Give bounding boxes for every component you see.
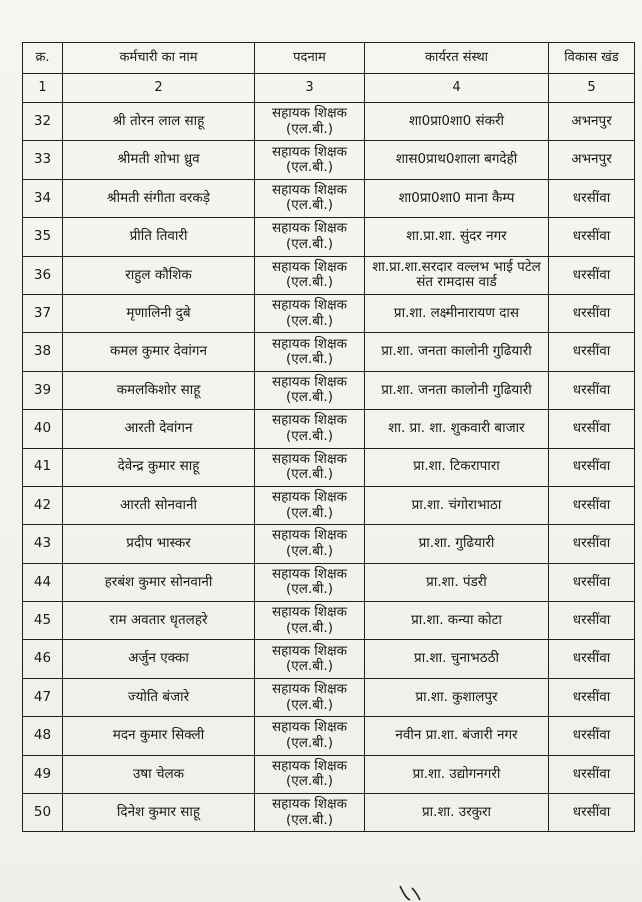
designation-cell bbox=[255, 256, 365, 294]
serial-cell: 49 bbox=[23, 755, 63, 793]
name-cell: उषा चेलक bbox=[63, 755, 255, 793]
column-number: 2 bbox=[63, 74, 255, 103]
name-cell: श्रीमती संगीता वरकड़े bbox=[63, 179, 255, 217]
column-number: 4 bbox=[365, 74, 549, 103]
designation-title: सहायक शिक्षक bbox=[271, 450, 347, 467]
name-cell: मृणालिनी दुबे bbox=[63, 294, 255, 332]
table-row bbox=[23, 794, 635, 832]
designation-title: सहायक शिक्षक bbox=[271, 220, 347, 237]
name-cell: श्री तोरन लाल साहू bbox=[63, 103, 255, 141]
designation-title: सहायक शिक्षक bbox=[271, 258, 347, 275]
designation-cell bbox=[255, 333, 365, 371]
name-cell: दिनेश कुमार साहू bbox=[63, 794, 255, 832]
block-cell: धरसींवा bbox=[549, 371, 635, 409]
serial-cell: 46 bbox=[23, 640, 63, 678]
name-cell: देवेन्द्र कुमार साहू bbox=[63, 448, 255, 486]
institution-cell: प्रा.शा. लक्ष्मीनारायण दास bbox=[365, 294, 549, 332]
table-row bbox=[23, 294, 635, 332]
designation-title: सहायक शिक्षक bbox=[271, 181, 347, 198]
serial-cell: 36 bbox=[23, 256, 63, 294]
designation-suffix: (एल.बी.) bbox=[286, 696, 333, 713]
table-row bbox=[23, 525, 635, 563]
serial-cell: 42 bbox=[23, 486, 63, 524]
designation-cell bbox=[255, 717, 365, 755]
table-body bbox=[23, 103, 635, 832]
institution-cell: शा.प्रा.शा.सरदार वल्लभ भाई पटेल संत रामदास वार्ड bbox=[365, 256, 549, 294]
designation-suffix: (एल.बी.) bbox=[286, 811, 333, 828]
block-cell: धरसींवा bbox=[549, 678, 635, 716]
designation-title: सहायक शिक्षक bbox=[271, 143, 347, 160]
name-cell: आरती देवांगन bbox=[63, 410, 255, 448]
name-cell: श्रीमती शोभा ध्रुव bbox=[63, 141, 255, 179]
serial-cell: 50 bbox=[23, 794, 63, 832]
table-row bbox=[23, 141, 635, 179]
institution-cell: प्रा.शा. गुढियारी bbox=[365, 525, 549, 563]
designation-suffix: (एल.बी.) bbox=[286, 466, 333, 483]
designation-suffix: (एल.बी.) bbox=[286, 351, 333, 368]
table-row bbox=[23, 218, 635, 256]
designation-title: सहायक शिक्षक bbox=[271, 489, 347, 506]
designation-suffix: (एल.बी.) bbox=[286, 120, 333, 137]
designation-cell bbox=[255, 179, 365, 217]
designation-suffix: (एल.बी.) bbox=[286, 427, 333, 444]
block-cell: धरसींवा bbox=[549, 640, 635, 678]
table-row bbox=[23, 333, 635, 371]
designation-title: सहायक शिक्षक bbox=[271, 105, 347, 122]
table-row bbox=[23, 486, 635, 524]
name-cell: मदन कुमार सिक्ली bbox=[63, 717, 255, 755]
institution-cell: नवीन प्रा.शा. बंजारी नगर bbox=[365, 717, 549, 755]
table-row bbox=[23, 103, 635, 141]
designation-suffix: (एल.बी.) bbox=[286, 581, 333, 598]
institution-cell: शा0प्रा0शा0 माना कैम्प bbox=[365, 179, 549, 217]
institution-cell: प्रा.शा. कुशालपुर bbox=[365, 678, 549, 716]
designation-title: सहायक शिक्षक bbox=[271, 642, 347, 659]
table-row bbox=[23, 717, 635, 755]
block-cell: धरसींवा bbox=[549, 333, 635, 371]
header-designation: पदनाम bbox=[255, 43, 365, 74]
designation-cell bbox=[255, 448, 365, 486]
institution-cell: प्रा.शा. जनता कालोनी गुढियारी bbox=[365, 371, 549, 409]
staff-table bbox=[22, 42, 635, 832]
designation-suffix: (एल.बी.) bbox=[286, 274, 333, 291]
column-number: 5 bbox=[549, 74, 635, 103]
designation-title: सहायक शिक्षक bbox=[271, 681, 347, 698]
table-row bbox=[23, 179, 635, 217]
designation-suffix: (एल.बी.) bbox=[286, 312, 333, 329]
serial-cell: 39 bbox=[23, 371, 63, 409]
serial-cell: 37 bbox=[23, 294, 63, 332]
name-cell: ज्योति बंजारे bbox=[63, 678, 255, 716]
signature-mark bbox=[398, 884, 438, 902]
designation-cell bbox=[255, 640, 365, 678]
block-cell: धरसींवा bbox=[549, 294, 635, 332]
name-cell: कमलकिशोर साहू bbox=[63, 371, 255, 409]
block-cell: धरसींवा bbox=[549, 256, 635, 294]
table-row bbox=[23, 448, 635, 486]
name-cell: कमल कुमार देवांगन bbox=[63, 333, 255, 371]
designation-cell bbox=[255, 794, 365, 832]
name-cell: प्रीति तिवारी bbox=[63, 218, 255, 256]
designation-cell bbox=[255, 294, 365, 332]
serial-cell: 47 bbox=[23, 678, 63, 716]
institution-cell: प्रा.शा. उरकुरा bbox=[365, 794, 549, 832]
header-institution: कार्यरत संस्था bbox=[365, 43, 549, 74]
designation-suffix: (एल.बी.) bbox=[286, 389, 333, 406]
serial-cell: 48 bbox=[23, 717, 63, 755]
designation-cell bbox=[255, 563, 365, 601]
header-block: विकास खंड bbox=[549, 43, 635, 74]
designation-suffix: (एल.बी.) bbox=[286, 734, 333, 751]
designation-suffix: (एल.बी.) bbox=[286, 504, 333, 521]
name-cell: हरबंश कुमार सोनवानी bbox=[63, 563, 255, 601]
serial-cell: 35 bbox=[23, 218, 63, 256]
table-row bbox=[23, 755, 635, 793]
block-cell: धरसींवा bbox=[549, 179, 635, 217]
block-cell: धरसींवा bbox=[549, 525, 635, 563]
designation-title: सहायक शिक्षक bbox=[271, 527, 347, 544]
column-number: 1 bbox=[23, 74, 63, 103]
institution-cell: प्रा.शा. कन्या कोटा bbox=[365, 602, 549, 640]
block-cell: धरसींवा bbox=[549, 218, 635, 256]
designation-cell bbox=[255, 602, 365, 640]
designation-title: सहायक शिक्षक bbox=[271, 719, 347, 736]
institution-cell: प्रा.शा. चंगोराभाठा bbox=[365, 486, 549, 524]
table-row bbox=[23, 410, 635, 448]
table-row bbox=[23, 678, 635, 716]
designation-title: सहायक शिक्षक bbox=[271, 757, 347, 774]
designation-cell bbox=[255, 103, 365, 141]
institution-cell: प्रा.शा. टिकरापारा bbox=[365, 448, 549, 486]
table-row bbox=[23, 602, 635, 640]
designation-title: सहायक शिक्षक bbox=[271, 565, 347, 582]
institution-cell: प्रा.शा. उद्योगनगरी bbox=[365, 755, 549, 793]
serial-cell: 32 bbox=[23, 103, 63, 141]
block-cell: धरसींवा bbox=[549, 448, 635, 486]
block-cell: धरसींवा bbox=[549, 486, 635, 524]
designation-cell bbox=[255, 755, 365, 793]
designation-title: सहायक शिक्षक bbox=[271, 297, 347, 314]
designation-cell bbox=[255, 141, 365, 179]
column-number: 3 bbox=[255, 74, 365, 103]
designation-suffix: (एल.बी.) bbox=[286, 773, 333, 790]
table-row bbox=[23, 640, 635, 678]
header-serial: क्र. bbox=[23, 43, 63, 74]
designation-suffix: (एल.बी.) bbox=[286, 619, 333, 636]
institution-cell: प्रा.शा. जनता कालोनी गुढियारी bbox=[365, 333, 549, 371]
designation-title: सहायक शिक्षक bbox=[271, 604, 347, 621]
institution-cell: शा0प्रा0शा0 संकरी bbox=[365, 103, 549, 141]
designation-cell bbox=[255, 371, 365, 409]
name-cell: प्रदीप भास्कर bbox=[63, 525, 255, 563]
institution-cell: प्रा.शा. चुनाभठठी bbox=[365, 640, 549, 678]
table-row bbox=[23, 371, 635, 409]
serial-cell: 34 bbox=[23, 179, 63, 217]
designation-cell bbox=[255, 525, 365, 563]
designation-title: सहायक शिक्षक bbox=[271, 335, 347, 352]
table-row bbox=[23, 256, 635, 294]
block-cell: अभनपुर bbox=[549, 141, 635, 179]
designation-cell bbox=[255, 218, 365, 256]
designation-cell bbox=[255, 410, 365, 448]
name-cell: आरती सोनवानी bbox=[63, 486, 255, 524]
table-row bbox=[23, 563, 635, 601]
header-row bbox=[23, 43, 635, 74]
block-cell: धरसींवा bbox=[549, 410, 635, 448]
serial-cell: 33 bbox=[23, 141, 63, 179]
block-cell: धरसींवा bbox=[549, 794, 635, 832]
block-cell: अभनपुर bbox=[549, 103, 635, 141]
institution-cell: शा.प्रा.शा. सुंदर नगर bbox=[365, 218, 549, 256]
name-cell: राहुल कौशिक bbox=[63, 256, 255, 294]
designation-cell bbox=[255, 678, 365, 716]
serial-cell: 43 bbox=[23, 525, 63, 563]
designation-title: सहायक शिक्षक bbox=[271, 412, 347, 429]
serial-cell: 44 bbox=[23, 563, 63, 601]
designation-suffix: (एल.बी.) bbox=[286, 159, 333, 176]
serial-cell: 41 bbox=[23, 448, 63, 486]
serial-cell: 38 bbox=[23, 333, 63, 371]
block-cell: धरसींवा bbox=[549, 755, 635, 793]
designation-suffix: (एल.बी.) bbox=[286, 197, 333, 214]
serial-cell: 40 bbox=[23, 410, 63, 448]
institution-cell: प्रा.शा. पंडरी bbox=[365, 563, 549, 601]
name-cell: अर्जुन एक्का bbox=[63, 640, 255, 678]
serial-cell: 45 bbox=[23, 602, 63, 640]
block-cell: धरसींवा bbox=[549, 717, 635, 755]
column-number-row bbox=[23, 74, 635, 103]
name-cell: राम अवतार धृतलहरे bbox=[63, 602, 255, 640]
designation-suffix: (एल.बी.) bbox=[286, 658, 333, 675]
block-cell: धरसींवा bbox=[549, 563, 635, 601]
institution-cell: शा. प्रा. शा. शुकवारी बाजार bbox=[365, 410, 549, 448]
institution-cell: शास0प्राथ0शाला बगदेही bbox=[365, 141, 549, 179]
designation-cell bbox=[255, 486, 365, 524]
header-name: कर्मचारी का नाम bbox=[63, 43, 255, 74]
block-cell: धरसींवा bbox=[549, 602, 635, 640]
designation-suffix: (एल.बी.) bbox=[286, 542, 333, 559]
designation-title: सहायक शिक्षक bbox=[271, 796, 347, 813]
designation-title: सहायक शिक्षक bbox=[271, 373, 347, 390]
designation-suffix: (एल.बी.) bbox=[286, 235, 333, 252]
